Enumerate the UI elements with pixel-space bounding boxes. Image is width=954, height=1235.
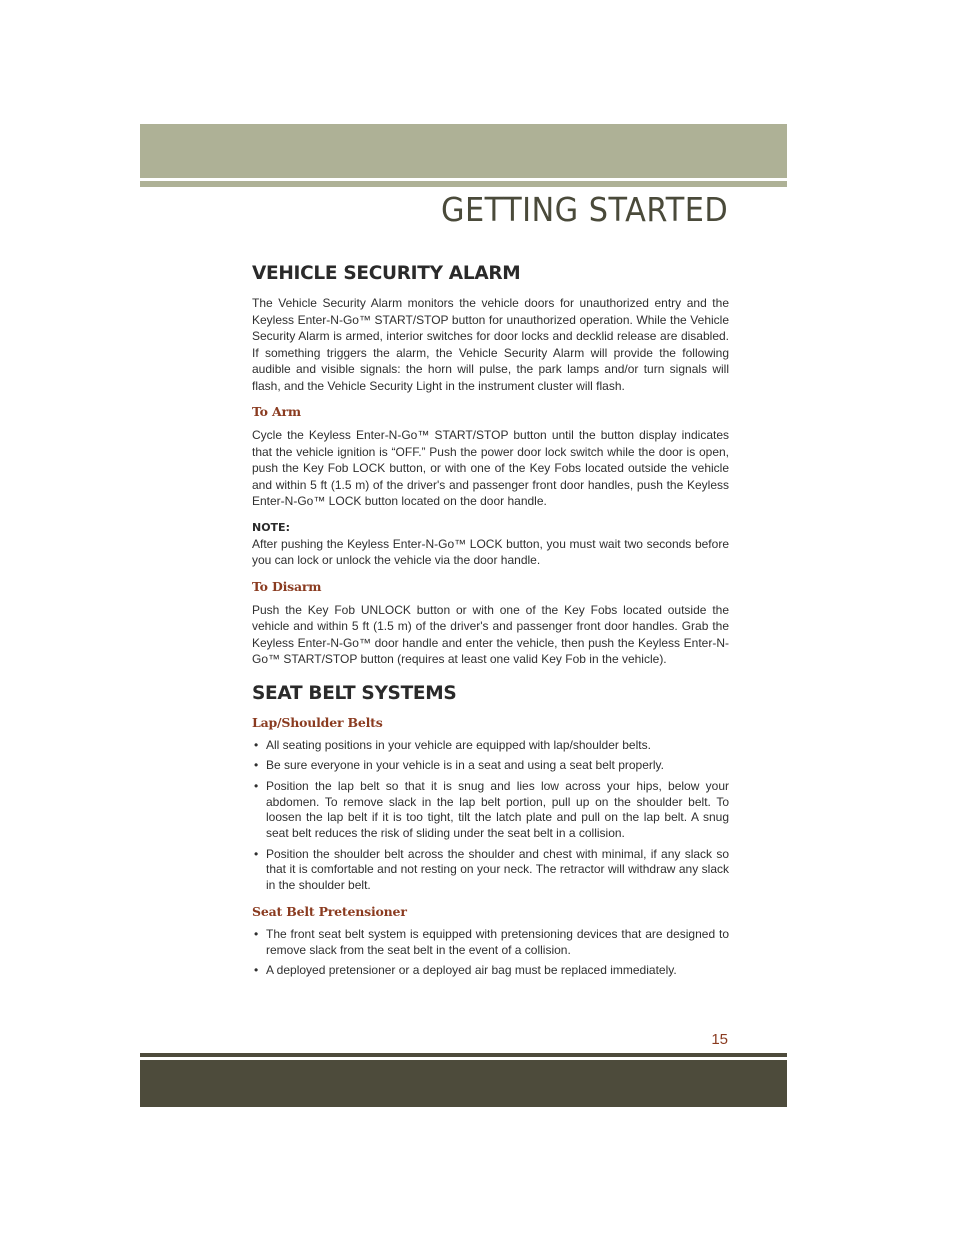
- disarm-paragraph: Push the Key Fob UNLOCK button or with one of the Key Fobs located outside the vehicle and within 5 ft (1.5 m) of the driver's and passenger front door handles. Grab the Keyless Enter-N-Go™ door handle and enter the vehicle, then push the Keyless Enter-N-Go™ START/STOP button (requires at least one valid Key Fob in the vehicle).: [252, 602, 729, 666]
- arm-paragraph: Cycle the Keyless Enter-N-Go™ START/STOP button until the button display indicates that the vehicle ignition is “OFF.” Push the power door lock switch while the door is open, push the Key Fob LOCK button, or with one of the Key Fobs located outside the vehicle and within 5 ft (1.5 m) of the driver's and passenger front door handles, push the Keyless Enter-N-Go™ LOCK button located on the door handle.: [252, 428, 729, 508]
- note-paragraph: After pushing the Keyless Enter-N-Go™ LOCK button, you must wait two seconds before you can lock or unlock the vehicle via the door handle.: [252, 536, 729, 567]
- page-content: [252, 263, 729, 989]
- footer-band-line: [140, 1053, 787, 1057]
- list-item: • The front seat belt system is equipped with pretensioning devices that are designed to remove slack from the seat belt in the event of a collision.: [252, 927, 729, 958]
- footer-band: [140, 1060, 787, 1107]
- list-item: • Position the shoulder belt across the shoulder and chest with minimal, if any slack so that it is comfortable and not resting on your neck. The retractor will withdraw any slack in the shoulder belt.: [252, 847, 729, 894]
- lap-belt-list: [252, 738, 729, 894]
- chapter-title: GETTING STARTED: [440, 190, 728, 229]
- header-band: [140, 124, 787, 178]
- subheading-to-disarm: To Disarm: [252, 578, 322, 594]
- subheading-to-arm: To Arm: [252, 404, 301, 419]
- subheading-pretensioner: Seat Belt Pretensioner: [252, 903, 407, 919]
- security-intro: The Vehicle Security Alarm monitors the vehicle doors for unauthorized entry and the Keyless Enter-N-Go™ START/STOP button for unauthorized operation. While the Vehicle Security Alarm is armed, interior switches for door locks and decklid release are disabled. If something triggers the alarm, the Vehicle Security Alarm will provide the following audible and visible signals: the horn will pulse, the park lamps and/or turn signals will flash, and the Vehicle Security Light in the instrument cluster will flash.: [252, 296, 729, 393]
- list-item: • All seating positions in your vehicle are equipped with lap/shoulder belts.: [252, 738, 729, 754]
- list-item: • Be sure everyone in your vehicle is in a seat and using a seat belt properly.: [252, 758, 729, 774]
- list-item: • A deployed pretensioner or a deployed air bag must be replaced immediately.: [252, 963, 729, 979]
- note-label: NOTE:: [252, 520, 290, 534]
- list-item: • Position the lap belt so that it is snug and lies low across your hips, below your abdomen. To remove slack in the lap belt portion, pull up on the shoulder belt. To loosen the lap belt if it is too tight, tilt the latch plate and pull on the lap belt. A snug seat belt reduces the risk of sliding under the seat belt in a collision.: [252, 779, 729, 842]
- section-heading-security: VEHICLE SECURITY ALARM: [252, 263, 521, 284]
- header-band-line: [140, 181, 787, 187]
- page-number: 15: [711, 1031, 728, 1048]
- pretensioner-list: [252, 927, 729, 979]
- subheading-lap-shoulder: Lap/Shoulder Belts: [252, 714, 383, 730]
- section-heading-seatbelts: SEAT BELT SYSTEMS: [252, 682, 457, 704]
